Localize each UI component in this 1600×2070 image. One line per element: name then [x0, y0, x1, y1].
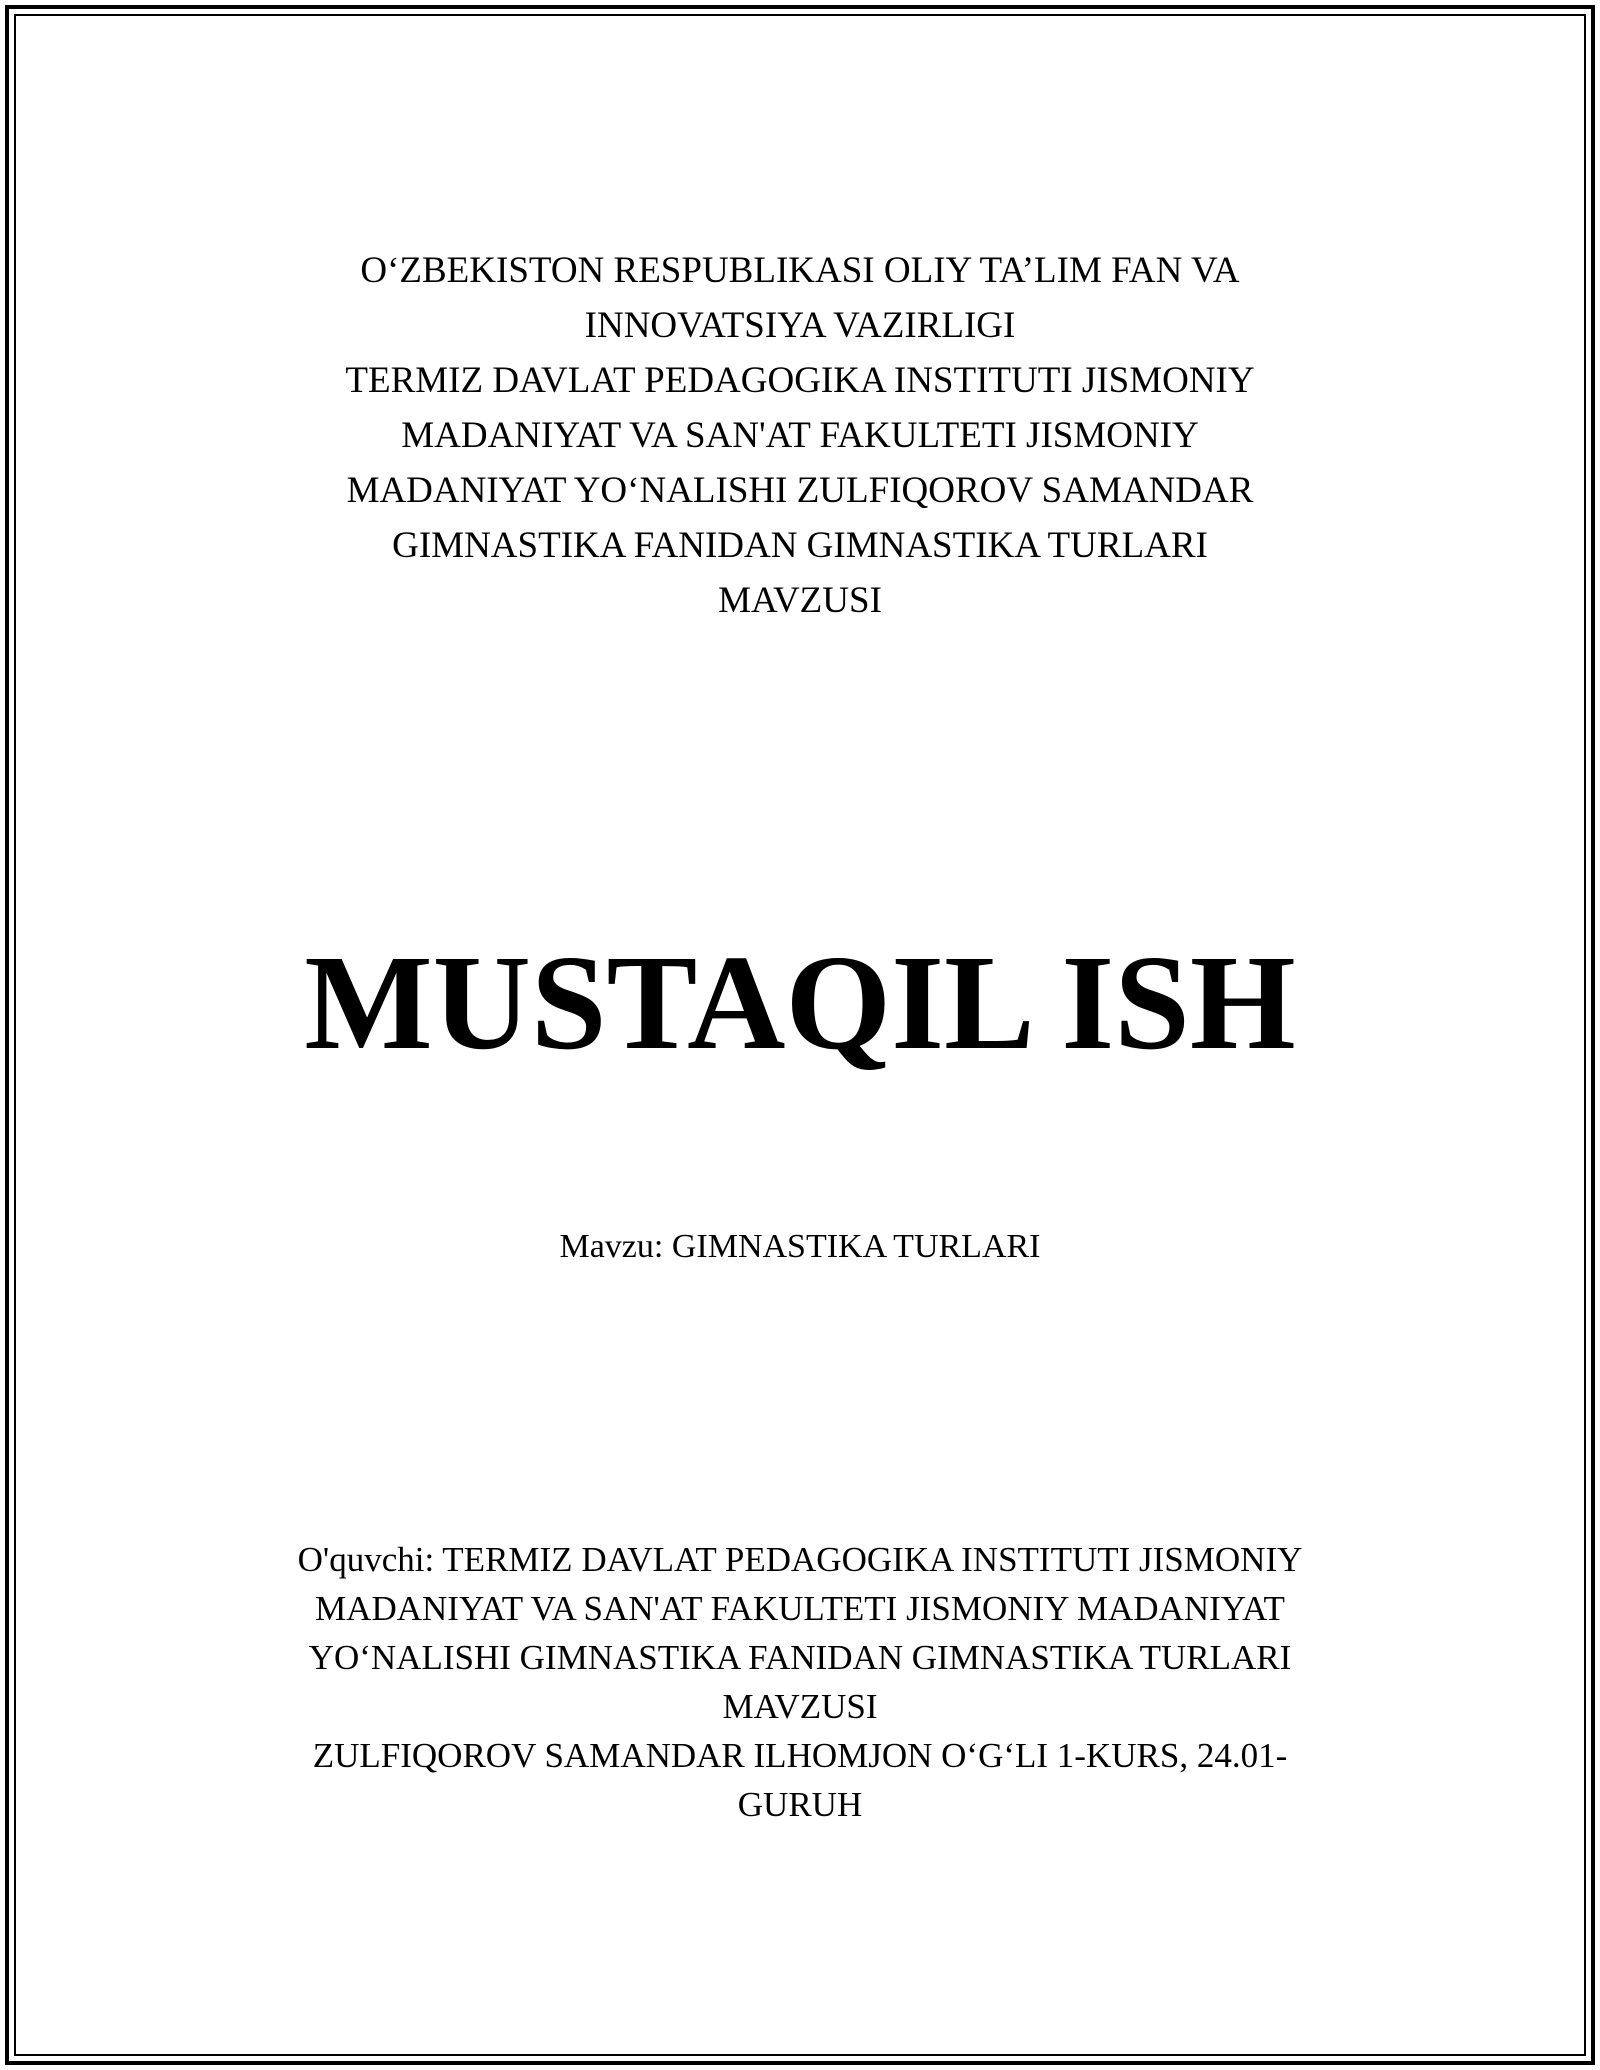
header-line: GIMNASTIKA FANIDAN GIMNASTIKA TURLARI — [392, 525, 1208, 566]
institution-header — [250, 243, 1350, 628]
student-info — [250, 1535, 1350, 1829]
header-line: MADANIYAT YO‘NALISHI ZULFIQOROV SAMANDAR — [346, 470, 1254, 511]
student-line: MADANIYAT VA SAN'AT FAKULTETI JISMONIY MADANIYAT — [315, 1589, 1285, 1628]
student-line: GURUH — [737, 1785, 863, 1824]
header-line: TERMIZ DAVLAT PEDAGOGIKA INSTITUTI JISMONIY — [345, 360, 1255, 401]
header-line: MADANIYAT VA SAN'AT FAKULTETI JISMONIY — [401, 415, 1199, 456]
student-line: YO‘NALISHI GIMNASTIKA FANIDAN GIMNASTIKA TURLARI — [308, 1638, 1292, 1677]
header-line: INNOVATSIYA VAZIRLIGI — [584, 305, 1016, 346]
header-line: O‘ZBEKISTON RESPUBLIKASI OLIY TA’LIM FAN VA — [360, 250, 1240, 291]
student-line: ZULFIQOROV SAMANDAR ILHOMJON O‘G‘LI 1-KURS, 24.01- — [312, 1736, 1288, 1775]
document-title: MUSTAQIL ISH — [304, 928, 1296, 1078]
topic-line: Mavzu: GIMNASTIKA TURLARI — [559, 1228, 1041, 1265]
student-line: MAVZUSI — [722, 1687, 878, 1726]
student-line: O'quvchi: TERMIZ DAVLAT PEDAGOGIKA INSTITUTI JISMONIY — [297, 1540, 1303, 1579]
header-line: MAVZUSI — [718, 580, 882, 621]
